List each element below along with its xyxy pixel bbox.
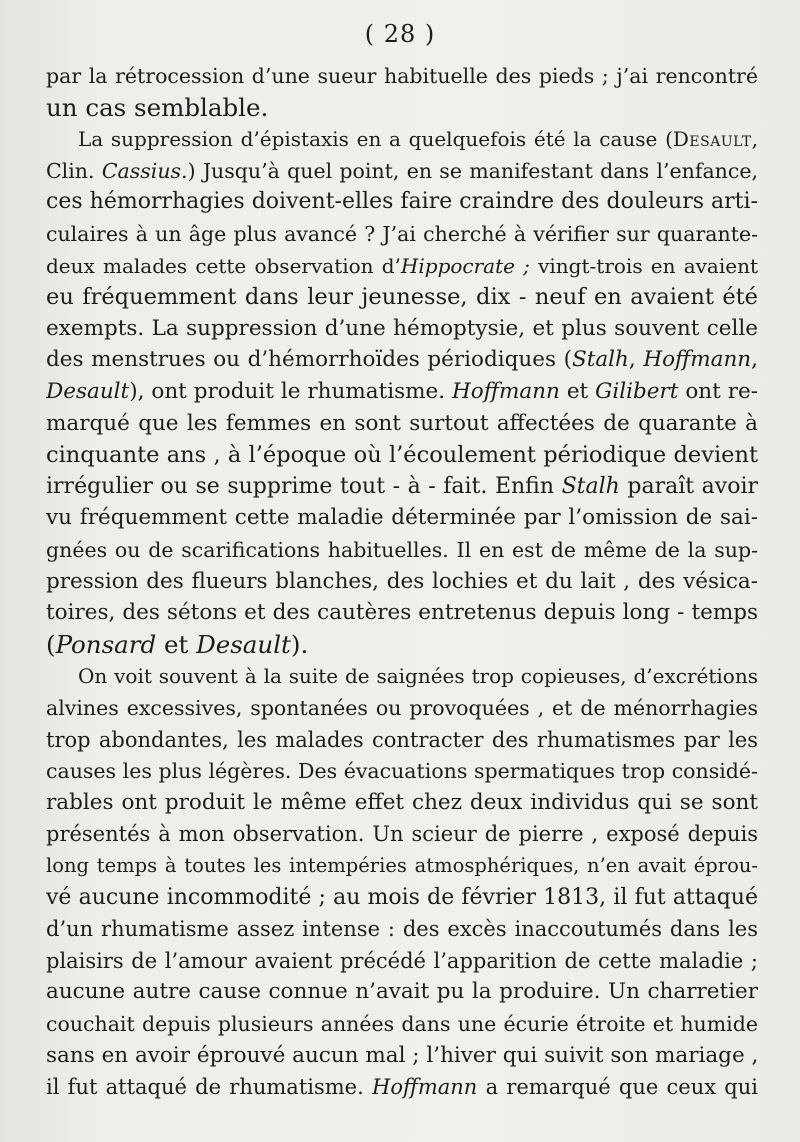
text-line [46, 724, 758, 756]
text-segment: vé aucune incommodité ; au mois de février 1813, il fut attaqué [46, 884, 758, 910]
text-segment: Hippocrate ; [400, 253, 530, 278]
text-line [46, 155, 758, 187]
text-segment: paraît avoir [619, 473, 758, 499]
text-line [46, 439, 758, 471]
text-line [46, 787, 758, 819]
text-segment: , [751, 347, 758, 373]
text-line [46, 313, 758, 345]
text-line [46, 186, 758, 218]
text-segment: d’un rhumatisme assez intense : des excès inaccoutumés dans les [46, 917, 758, 942]
text-line [46, 218, 758, 250]
text-segment: Clin. [46, 158, 102, 183]
text-segment: rables ont produit le même effet chez deux individus qui se sont [46, 789, 758, 815]
text-line [46, 913, 758, 945]
text-segment: sans en avoir éprouvé aucun mal ; l’hiver qui suivit son mariage , [46, 1042, 758, 1068]
page-number: ( 28 ) [364, 20, 436, 48]
text-segment: ces hémorrhagies doivent-elles faire craindre des douleurs arti- [46, 189, 758, 215]
text-segment: vu fréquemment cette maladie déterminée par l’omission de sai- [46, 505, 758, 531]
text-segment: On voit souvent à la suite de saignées trop copieuses, d’excrétions [78, 664, 758, 689]
text-segment: exempts. La suppression d’une hémoptysie, et plus souvent celle [46, 315, 758, 341]
text-line [46, 566, 758, 598]
text-segment: trop abondantes, les malades contracter des rhumatismes par les [46, 727, 758, 752]
text-line [46, 281, 758, 313]
text-segment: La suppression d’épistaxis en a quelquefois été la cause ( [78, 127, 673, 152]
text-segment: vingt-trois en avaient [529, 253, 758, 278]
text-segment: long temps à toutes les intempéries atmosphériques, n’en avait éprou- [46, 854, 758, 877]
text-segment: des menstrues ou d’hémorrhoïdes périodiques ( [46, 347, 572, 373]
text-segment: deux malades cette observation d’ [46, 253, 401, 278]
text-segment: Gilibert [595, 379, 679, 404]
text-segment: ) Jusqu’à quel point, en se manifestant dans l’enfance, [187, 158, 758, 183]
text-segment: culaires à un âge plus avancé ? J’ai cherché à vérifier sur quarante- [46, 222, 758, 246]
text-segment: pression des flueurs blanches, des lochies et du lait , des vésica- [46, 568, 758, 594]
text-segment: gnées ou de scarifications habituelles. Il en est de même de la sup- [46, 538, 758, 562]
text-segment: ( [46, 629, 56, 659]
text-line [46, 1071, 758, 1103]
text-line [46, 250, 758, 282]
text-segment: présentés à mon observation. Un scieur de pierre , exposé depuis [46, 822, 758, 847]
text-segment: par la rétrocession d’une sueur habituelle des pieds ; j’ai rencontré [46, 64, 758, 88]
text-line [46, 597, 758, 629]
text-segment: Stalh [571, 347, 629, 373]
text-segment: cinquante ans , à l’époque où l’écoulement périodique devient [46, 442, 758, 469]
text-line [46, 1040, 758, 1072]
text-line [46, 1008, 758, 1040]
text-segment: Desault [196, 629, 291, 659]
text-segment: Hoffmann [372, 1075, 478, 1100]
text-segment: a remarqué que ceux qui [477, 1075, 758, 1100]
text-segment: aucune autre cause connue n’avait pu la produire. Un charretier [46, 979, 758, 1005]
text-line [46, 692, 758, 724]
text-segment: il fut attaqué de rhumatisme. [46, 1075, 372, 1100]
text-line [46, 344, 758, 376]
text-segment: Desault [46, 379, 130, 404]
text-segment: , [751, 127, 758, 152]
text-line [46, 376, 758, 408]
text-line [46, 92, 758, 124]
text-line [46, 471, 758, 503]
text-segment: causes les plus légères. Des évacuations spermatiques trop considé- [46, 759, 758, 784]
text-line [78, 123, 758, 155]
text-line [46, 882, 758, 914]
text-segment: Ponsard [55, 629, 157, 659]
text-segment: couchait depuis plusieurs années dans une écurie étroite et humide [46, 1012, 758, 1036]
text-line [46, 408, 758, 440]
text-segment: alvines excessives, spontanées ou provoquées , et de ménorrhagies [46, 696, 758, 720]
text-line [46, 502, 758, 534]
text-line [78, 660, 758, 692]
text-segment: Hoffmann [452, 379, 560, 404]
text-line [46, 60, 758, 92]
text-line [46, 976, 758, 1008]
text-line [46, 850, 758, 882]
text-segment: et [559, 379, 596, 404]
text-segment: ), ont produit le rhumatisme. [129, 379, 453, 404]
text-line [46, 534, 758, 566]
text-segment: Cassius. [101, 158, 188, 183]
text-line [46, 945, 758, 977]
text-segment: ). [290, 629, 309, 659]
text-segment: et [156, 629, 197, 659]
text-segment: toires, des sétons et des cautères entretenus depuis long - temps [46, 600, 758, 626]
text-segment: plaisirs de l’amour avaient précédé l’apparition de cette maladie ; [46, 948, 758, 973]
text-line [46, 629, 758, 661]
text-segment: eu fréquemment dans leur jeunesse, dix - neuf en avaient été [46, 284, 758, 311]
text-line [46, 818, 758, 850]
text-segment: , [628, 347, 644, 373]
text-segment: Hoffmann [643, 347, 752, 373]
text-segment: marqué que les femmes en sont surtout affectées de quarante à [46, 410, 758, 436]
text-segment: un cas semblable. [46, 92, 269, 122]
text-line [46, 755, 758, 787]
text-segment: irrégulier ou se supprime tout - à - fait. Enfin [46, 473, 562, 499]
text-segment: ont re- [678, 379, 758, 404]
text-segment: Desault [672, 127, 752, 152]
text-segment: Stalh [561, 473, 620, 499]
